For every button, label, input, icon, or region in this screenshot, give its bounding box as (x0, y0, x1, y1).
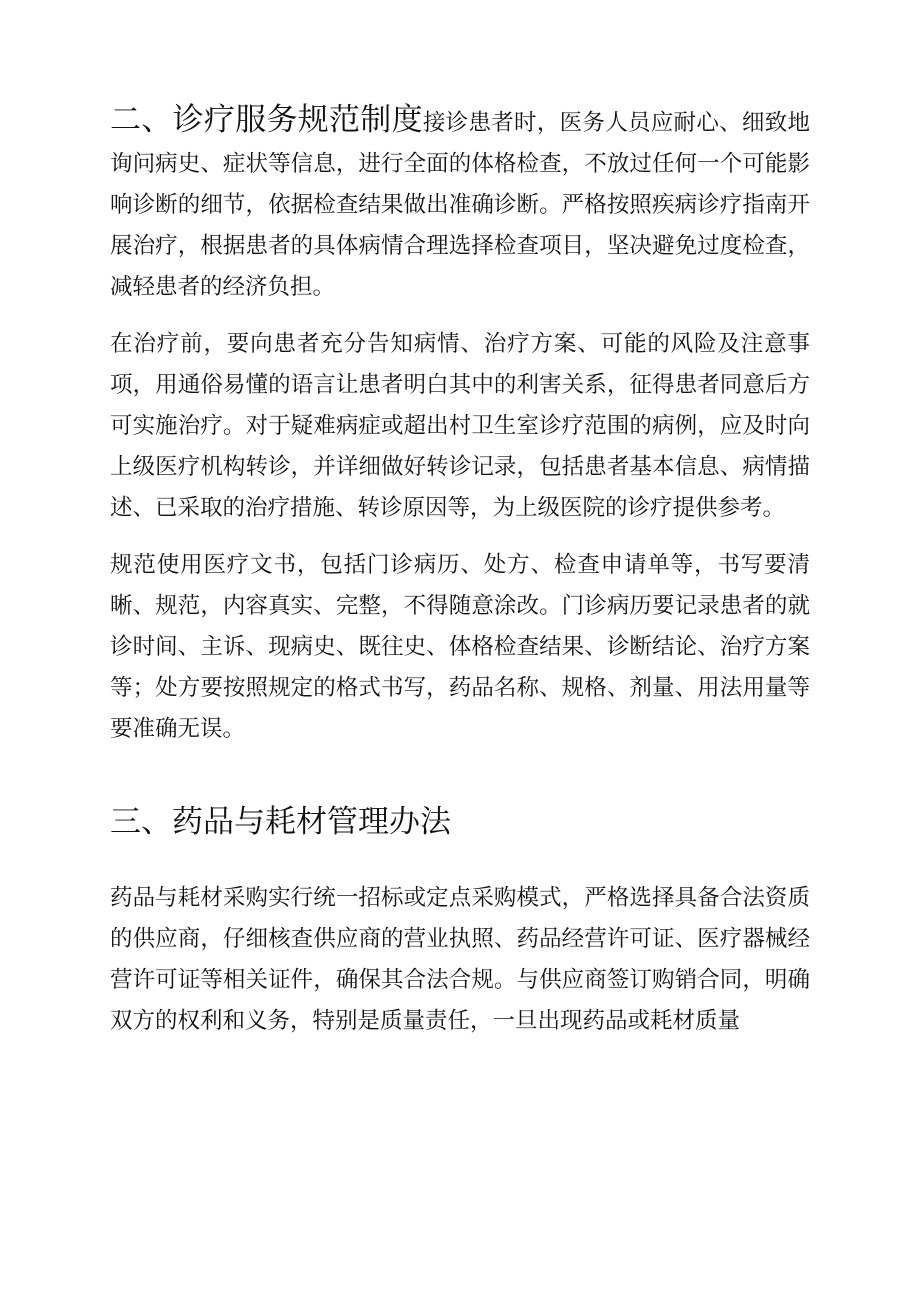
section2-paragraph-1-text: 接诊患者时，医务人员应耐心、细致地询问病史、症状等信息，进行全面的体格检查，不放过任何一个可能影响诊断的细节，依据检查结果做出准确诊断。严格按照疾病诊疗指南开展治疗，根据患者的具体病情合理选择检查项目，坚决避免过度检查，减轻患者的经济负担。 (110, 110, 810, 300)
section2-paragraph-2: 在治疗前，要向患者充分告知病情、治疗方案、可能的风险及注意事项，用通俗易懂的语言让患者明白其中的利害关系，征得患者同意后方可实施治疗。对于疑难病症或超出村卫生室诊疗范围的病例，应及时向上级医疗机构转诊，并详细做好转诊记录，包括患者基本信息、病情描述、已采取的治疗措施、转诊原因等，为上级医院的诊疗提供参考。 (110, 331, 810, 521)
section2-paragraph-1 (110, 100, 810, 308)
document-page (110, 100, 810, 1042)
section3-heading: 三、药品与耗材管理办法 (110, 804, 451, 840)
section2-heading: 二、诊疗服务规范制度 (110, 102, 423, 138)
section3-paragraph-1: 药品与耗材采购实行统一招标或定点采购模式，严格选择具备合法资质的供应商，仔细核查供应商的营业执照、药品经营许可证、医疗器械经营许可证等相关证件，确保其合法合规。与供应商签订购销合同，明确双方的权利和义务，特别是质量责任，一旦出现药品或耗材质量 (110, 885, 810, 1034)
section2-paragraph-3: 规范使用医疗文书，包括门诊病历、处方、检查申请单等，书写要清晰、规范，内容真实、完整，不得随意涂改。门诊病历要记录患者的就诊时间、主诉、现病史、既往史、体格检查结果、诊断结论、治疗方案等；处方要按照规定的格式书写，药品名称、规格、剂量、用法用量等要准确无误。 (110, 552, 810, 742)
